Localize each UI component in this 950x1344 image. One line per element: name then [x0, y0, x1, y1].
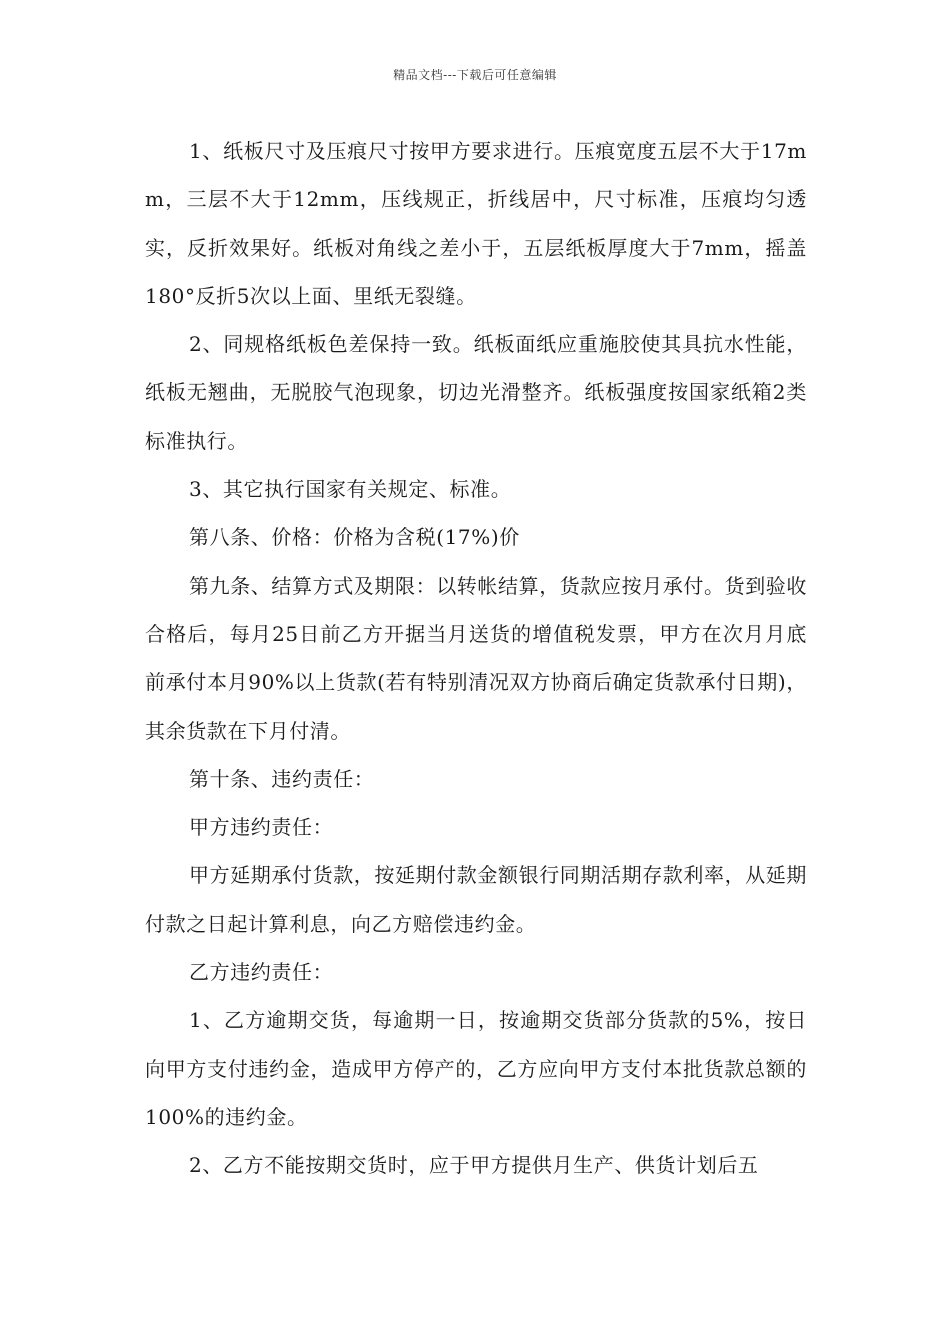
paragraph-clause-1: 1、纸板尺寸及压痕尺寸按甲方要求进行。压痕宽度五层不大于17mm，三层不大于12mm，压线规正，折线居中，尺寸标准，压痕均匀透实，反折效果好。纸板对角线之差小于，五层纸板厚度大于7mm，摇盖180°反折5次以上面、里纸无裂缝。 — [145, 139, 807, 308]
paragraph-article-10-heading: 第十条、违约责任： — [189, 766, 375, 791]
paragraph-party-b-heading: 乙方违约责任： — [189, 960, 334, 985]
paragraph-party-b-item-2: 2、乙方不能按期交货时，应于甲方提供月生产、供货计划后五 — [189, 1153, 759, 1178]
document-body — [145, 127, 807, 1190]
paragraph-clause-3: 3、其它执行国家有关规定、标准。 — [189, 477, 512, 502]
paragraph-clause-2: 2、同规格纸板色差保持一致。纸板面纸应重施胶使其具抗水性能，纸板无翘曲，无脱胶气泡现象，切边光滑整齐。纸板强度按国家纸箱2类标准执行。 — [145, 332, 807, 453]
paragraph-party-b-item-1: 1、乙方逾期交货，每逾期一日，按逾期交货部分货款的5%，按日向甲方支付违约金，造成甲方停产的，乙方应向甲方支付本批货款总额的100%的违约金。 — [145, 1008, 807, 1129]
paragraph-article-8-price: 第八条、价格：价格为含税(17%)价 — [189, 525, 520, 550]
paragraph-party-a-liability: 甲方延期承付货款，按延期付款金额银行同期活期存款利率，从延期付款之日起计算利息，向乙方赔偿违约金。 — [145, 863, 807, 936]
paragraph-article-9-settlement: 第九条、结算方式及期限：以转帐结算，货款应按月承付。货到验收合格后，每月25日前乙方开据当月送货的增值税发票，甲方在次月月底前承付本月90%以上货款(若有特别清况双方协商后确定货款承付日期)，其余货款在下月付清。 — [145, 573, 807, 743]
page-header: 精品文档---下载后可任意编辑 — [393, 68, 557, 82]
paragraph-party-a-heading: 甲方违约责任： — [189, 815, 334, 840]
